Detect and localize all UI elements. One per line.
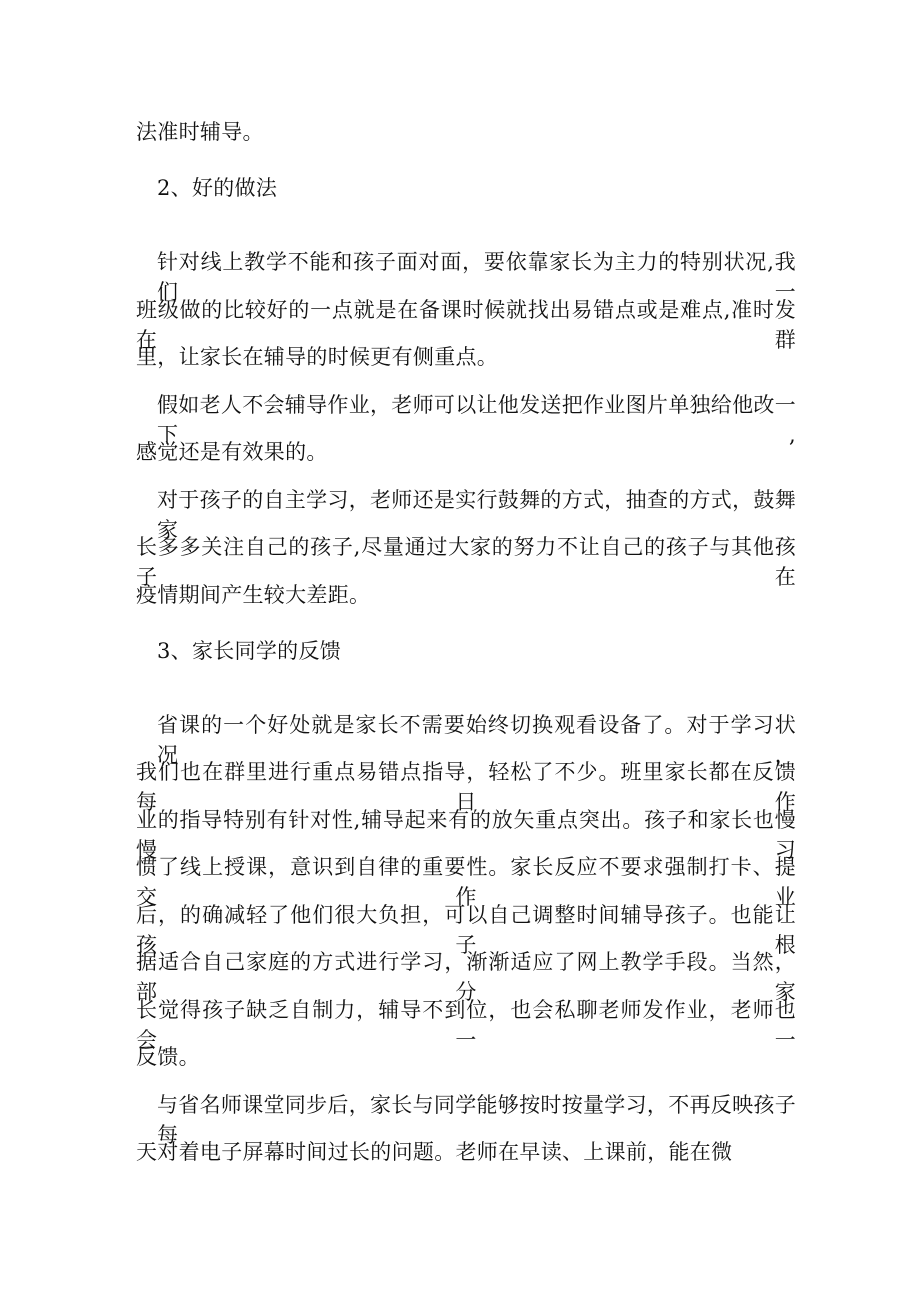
text-line: 法准时辅导。 xyxy=(136,120,264,144)
text-line: 班级做的比较好的一点就是在备课时候就找出易错点或是难点,准时发在群 xyxy=(136,298,796,352)
text-line: 业的指导特别有针对性,辅导起来有的放矢重点突出。孩子和家长也慢慢习 xyxy=(136,808,796,862)
text-line: 反馈。 xyxy=(136,1045,200,1069)
text-line: 惯了线上授课，意识到自律的重要性。家长反应不要求强制打卡、提交作业 xyxy=(136,855,796,909)
text-line: 据适合自己家庭的方式进行学习，渐渐适应了网上教学手段。当然，部分家 xyxy=(136,950,796,1004)
text-line: 长多多关注自己的孩子,尽量通过大家的努力不让自己的孩子与其他孩子在 xyxy=(136,535,796,589)
text-line: 省课的一个好处就是家长不需要始终切换观看设备了。对于学习状况， xyxy=(157,713,796,767)
section-heading: 2、好的做法 xyxy=(157,176,278,200)
text-line: 针对线上教学不能和孩子面对面，要依靠家长为主力的特别状况,我们一 xyxy=(157,250,796,304)
text-line: 与省名师课堂同步后，家长与同学能够按时按量学习，不再反映孩子每 xyxy=(157,1093,796,1147)
text-line: 疫情期间产生较大差距。 xyxy=(136,583,371,607)
text-line: 长觉得孩子缺乏自制力，辅导不到位，也会私聊老师发作业，老师也会一一 xyxy=(136,998,796,1052)
text-line: 我们也在群里进行重点易错点指导，轻松了不少。班里家长都在反馈每日作 xyxy=(136,760,796,814)
section-heading: 3、家长同学的反馈 xyxy=(157,639,342,663)
text-line: 对于孩子的自主学习，老师还是实行鼓舞的方式，抽查的方式，鼓舞家 xyxy=(157,488,796,542)
text-line: 假如老人不会辅导作业，老师可以让他发送把作业图片单独给他改一下, xyxy=(157,393,796,447)
text-line: 里，让家长在辅导的时候更有侧重点。 xyxy=(136,345,499,369)
text-line: 后，的确减轻了他们很大负担，可以自己调整时间辅导孩子。也能让孩子根 xyxy=(136,903,796,957)
text-line: 天对着电子屏幕时间过长的问题。老师在早读、上课前，能在微 xyxy=(136,1140,733,1164)
text-line: 感觉还是有效果的。 xyxy=(136,440,328,464)
